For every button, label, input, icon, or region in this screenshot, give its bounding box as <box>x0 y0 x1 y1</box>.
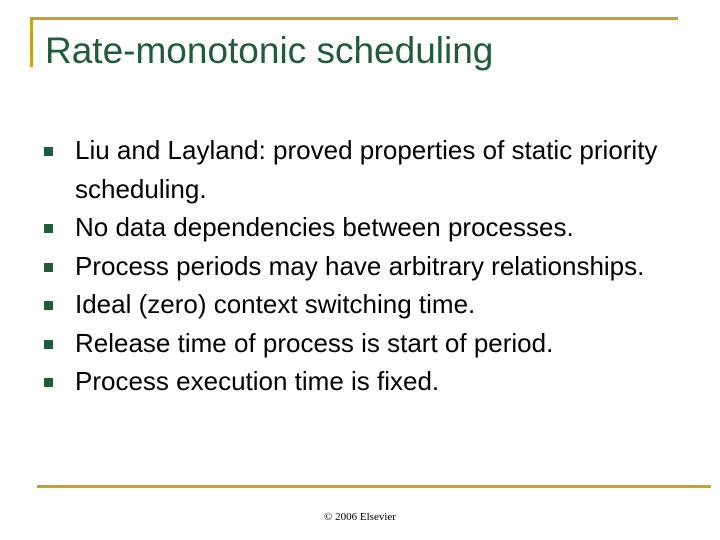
bullet-list <box>44 131 694 401</box>
slide-title: Rate-monotonic scheduling <box>45 30 494 71</box>
bullet-item <box>44 362 694 401</box>
bullet-text: Release time of process is start of period. <box>75 327 554 358</box>
bullet-text: Liu and Layland: proved properties of static priority scheduling. <box>75 135 658 204</box>
square-bullet-icon <box>44 378 53 387</box>
square-bullet-icon <box>44 340 53 349</box>
square-bullet-icon <box>44 301 53 310</box>
bullet-item <box>44 285 694 324</box>
title-frame-left-line <box>30 17 33 67</box>
square-bullet-icon <box>44 224 53 233</box>
title-frame-top-line <box>30 17 678 20</box>
bullet-text: Process periods may have arbitrary relationships. <box>75 250 645 281</box>
bullet-text: No data dependencies between processes. <box>75 212 574 242</box>
bullet-item <box>44 208 694 247</box>
bullet-item <box>44 324 694 363</box>
square-bullet-icon <box>44 147 53 156</box>
footer-divider-line <box>37 485 711 488</box>
bullet-item <box>44 131 694 208</box>
bullet-text: Process execution time is fixed. <box>75 366 440 396</box>
bullet-text: Ideal (zero) context switching time. <box>75 289 476 319</box>
bullet-item <box>44 247 694 286</box>
copyright-footer: © 2006 Elsevier <box>324 511 396 523</box>
square-bullet-icon <box>44 263 53 272</box>
